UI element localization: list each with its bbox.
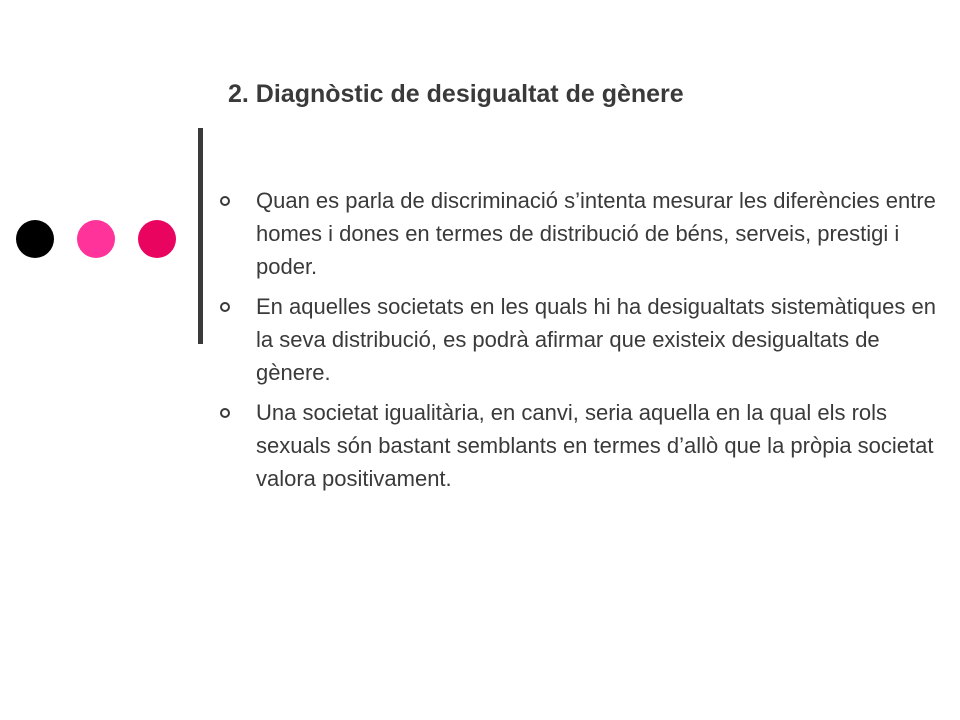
bullet-item bbox=[216, 396, 936, 495]
slide-title: 2. Diagnòstic de desigualtat de gènere bbox=[228, 80, 684, 108]
bullet-item bbox=[216, 290, 936, 389]
circle-bullet-icon bbox=[220, 196, 230, 206]
bullet-list bbox=[216, 184, 936, 502]
circle-bullet-icon bbox=[220, 302, 230, 312]
bullet-item bbox=[216, 184, 936, 283]
black-dot-decoration bbox=[16, 220, 54, 258]
pink-dot-decoration bbox=[77, 220, 115, 258]
bullet-text: En aquelles societats en les quals hi ha desigualtats sistemàtiques en la seva distribució, es podrà afirmar que existeix desigualtats de gènere. bbox=[256, 294, 936, 385]
bullet-text: Una societat igualitària, en canvi, seria aquella en la qual els rols sexuals són bastant semblants en termes d’allò que la pròpia societat valora positivament. bbox=[256, 400, 934, 491]
circle-bullet-icon bbox=[220, 408, 230, 418]
magenta-dot-decoration bbox=[138, 220, 176, 258]
vertical-divider bbox=[198, 128, 203, 344]
bullet-text: Quan es parla de discriminació s’intenta mesurar les diferències entre homes i dones en termes de distribució de béns, serveis, prestigi i poder. bbox=[256, 188, 936, 279]
